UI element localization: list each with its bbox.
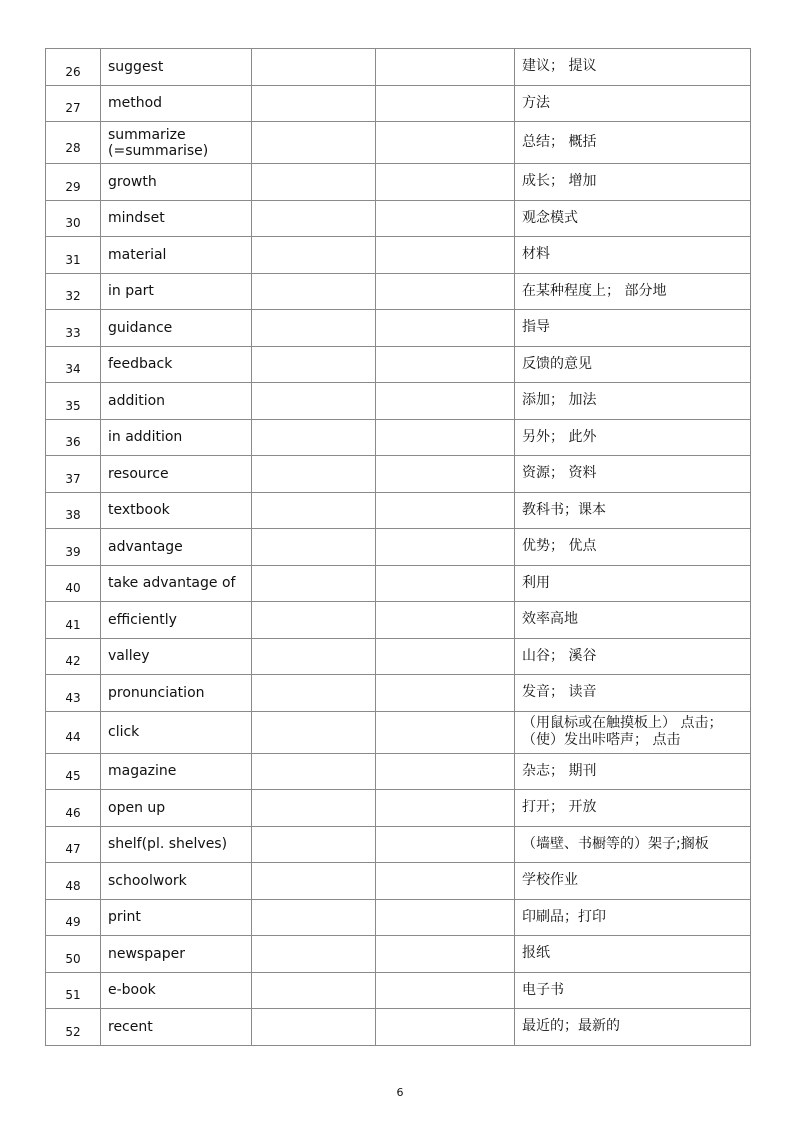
blank-cell bbox=[252, 826, 376, 863]
table-row bbox=[46, 237, 751, 274]
row-number: 43 bbox=[46, 675, 101, 712]
chinese-meaning: 电子书 bbox=[515, 972, 751, 1009]
row-number: 46 bbox=[46, 790, 101, 827]
table-row bbox=[46, 936, 751, 973]
blank-cell bbox=[376, 972, 515, 1009]
row-number: 40 bbox=[46, 565, 101, 602]
blank-cell bbox=[376, 863, 515, 900]
row-number: 47 bbox=[46, 826, 101, 863]
table-row bbox=[46, 310, 751, 347]
blank-cell bbox=[376, 456, 515, 493]
row-number: 50 bbox=[46, 936, 101, 973]
blank-cell bbox=[252, 529, 376, 566]
blank-cell bbox=[376, 237, 515, 274]
row-number: 51 bbox=[46, 972, 101, 1009]
row-number: 36 bbox=[46, 419, 101, 456]
blank-cell bbox=[376, 602, 515, 639]
chinese-meaning: 材料 bbox=[515, 237, 751, 274]
row-number: 44 bbox=[46, 711, 101, 753]
chinese-meaning: 报纸 bbox=[515, 936, 751, 973]
blank-cell bbox=[252, 419, 376, 456]
blank-cell bbox=[376, 492, 515, 529]
chinese-meaning: 资源； 资料 bbox=[515, 456, 751, 493]
blank-cell bbox=[252, 711, 376, 753]
table-row bbox=[46, 753, 751, 790]
row-number: 35 bbox=[46, 383, 101, 420]
row-number: 41 bbox=[46, 602, 101, 639]
chinese-meaning: 优势； 优点 bbox=[515, 529, 751, 566]
table-row bbox=[46, 273, 751, 310]
table-row bbox=[46, 565, 751, 602]
table-row bbox=[46, 346, 751, 383]
table-row bbox=[46, 200, 751, 237]
chinese-meaning: 反馈的意见 bbox=[515, 346, 751, 383]
blank-cell bbox=[376, 273, 515, 310]
row-number: 39 bbox=[46, 529, 101, 566]
blank-cell bbox=[252, 164, 376, 201]
blank-cell bbox=[252, 49, 376, 86]
row-number: 42 bbox=[46, 638, 101, 675]
english-word: shelf(pl. shelves) bbox=[101, 826, 252, 863]
chinese-meaning: 指导 bbox=[515, 310, 751, 347]
table-row bbox=[46, 122, 751, 164]
blank-cell bbox=[376, 936, 515, 973]
chinese-meaning: 在某种程度上； 部分地 bbox=[515, 273, 751, 310]
blank-cell bbox=[376, 122, 515, 164]
blank-cell bbox=[376, 164, 515, 201]
english-word: advantage bbox=[101, 529, 252, 566]
chinese-meaning: 成长； 增加 bbox=[515, 164, 751, 201]
blank-cell bbox=[252, 456, 376, 493]
blank-cell bbox=[376, 565, 515, 602]
table-row bbox=[46, 419, 751, 456]
english-word: in addition bbox=[101, 419, 252, 456]
english-word: summarize (=summarise) bbox=[101, 122, 252, 164]
english-word: take advantage of bbox=[101, 565, 252, 602]
english-word: in part bbox=[101, 273, 252, 310]
blank-cell bbox=[376, 899, 515, 936]
blank-cell bbox=[252, 85, 376, 122]
english-word: method bbox=[101, 85, 252, 122]
blank-cell bbox=[376, 310, 515, 347]
vocabulary-table bbox=[45, 48, 751, 1046]
row-number: 52 bbox=[46, 1009, 101, 1046]
english-word: suggest bbox=[101, 49, 252, 86]
chinese-meaning: 效率高地 bbox=[515, 602, 751, 639]
chinese-meaning: 发音； 读音 bbox=[515, 675, 751, 712]
english-word: guidance bbox=[101, 310, 252, 347]
table-row bbox=[46, 85, 751, 122]
blank-cell bbox=[252, 200, 376, 237]
english-word: efficiently bbox=[101, 602, 252, 639]
blank-cell bbox=[376, 711, 515, 753]
table-row bbox=[46, 383, 751, 420]
table-row bbox=[46, 826, 751, 863]
blank-cell bbox=[376, 85, 515, 122]
blank-cell bbox=[376, 675, 515, 712]
chinese-meaning: 杂志； 期刊 bbox=[515, 753, 751, 790]
table-row bbox=[46, 602, 751, 639]
blank-cell bbox=[376, 419, 515, 456]
blank-cell bbox=[376, 826, 515, 863]
english-word: valley bbox=[101, 638, 252, 675]
row-number: 26 bbox=[46, 49, 101, 86]
chinese-meaning: 山谷； 溪谷 bbox=[515, 638, 751, 675]
table-row bbox=[46, 638, 751, 675]
english-word: growth bbox=[101, 164, 252, 201]
blank-cell bbox=[252, 936, 376, 973]
table-row bbox=[46, 49, 751, 86]
chinese-meaning: 添加； 加法 bbox=[515, 383, 751, 420]
blank-cell bbox=[252, 790, 376, 827]
row-number: 49 bbox=[46, 899, 101, 936]
row-number: 29 bbox=[46, 164, 101, 201]
english-word: click bbox=[101, 711, 252, 753]
table-row bbox=[46, 790, 751, 827]
page-number: 6 bbox=[396, 1086, 404, 1099]
chinese-meaning: 另外； 此外 bbox=[515, 419, 751, 456]
blank-cell bbox=[376, 1009, 515, 1046]
english-word: newspaper bbox=[101, 936, 252, 973]
blank-cell bbox=[252, 1009, 376, 1046]
row-number: 34 bbox=[46, 346, 101, 383]
blank-cell bbox=[252, 346, 376, 383]
row-number: 30 bbox=[46, 200, 101, 237]
blank-cell bbox=[376, 529, 515, 566]
blank-cell bbox=[252, 273, 376, 310]
chinese-meaning: 印刷品；打印 bbox=[515, 899, 751, 936]
blank-cell bbox=[376, 638, 515, 675]
blank-cell bbox=[252, 237, 376, 274]
row-number: 27 bbox=[46, 85, 101, 122]
table-row bbox=[46, 899, 751, 936]
vocabulary-table-body bbox=[46, 49, 751, 1046]
row-number: 28 bbox=[46, 122, 101, 164]
english-word: print bbox=[101, 899, 252, 936]
english-word: material bbox=[101, 237, 252, 274]
row-number: 31 bbox=[46, 237, 101, 274]
blank-cell bbox=[376, 346, 515, 383]
chinese-meaning: 方法 bbox=[515, 85, 751, 122]
table-row bbox=[46, 492, 751, 529]
blank-cell bbox=[252, 122, 376, 164]
english-word: magazine bbox=[101, 753, 252, 790]
blank-cell bbox=[376, 200, 515, 237]
chinese-meaning: 打开； 开放 bbox=[515, 790, 751, 827]
chinese-meaning: 最近的；最新的 bbox=[515, 1009, 751, 1046]
blank-cell bbox=[376, 790, 515, 827]
row-number: 33 bbox=[46, 310, 101, 347]
chinese-meaning: （墙壁、书橱等的）架子;搁板 bbox=[515, 826, 751, 863]
table-row bbox=[46, 675, 751, 712]
blank-cell bbox=[252, 565, 376, 602]
table-row bbox=[46, 529, 751, 566]
english-word: e-book bbox=[101, 972, 252, 1009]
chinese-meaning: 教科书；课本 bbox=[515, 492, 751, 529]
blank-cell bbox=[252, 310, 376, 347]
english-word: textbook bbox=[101, 492, 252, 529]
chinese-meaning: 建议； 提议 bbox=[515, 49, 751, 86]
row-number: 32 bbox=[46, 273, 101, 310]
chinese-meaning: 利用 bbox=[515, 565, 751, 602]
english-word: schoolwork bbox=[101, 863, 252, 900]
table-row bbox=[46, 456, 751, 493]
chinese-meaning: 学校作业 bbox=[515, 863, 751, 900]
blank-cell bbox=[252, 383, 376, 420]
english-word: resource bbox=[101, 456, 252, 493]
blank-cell bbox=[252, 753, 376, 790]
chinese-meaning: 观念模式 bbox=[515, 200, 751, 237]
blank-cell bbox=[252, 602, 376, 639]
blank-cell bbox=[252, 638, 376, 675]
table-row bbox=[46, 1009, 751, 1046]
blank-cell bbox=[376, 753, 515, 790]
blank-cell bbox=[252, 863, 376, 900]
table-row bbox=[46, 711, 751, 753]
table-row bbox=[46, 863, 751, 900]
english-word: recent bbox=[101, 1009, 252, 1046]
table-row bbox=[46, 972, 751, 1009]
english-word: pronunciation bbox=[101, 675, 252, 712]
blank-cell bbox=[376, 49, 515, 86]
row-number: 48 bbox=[46, 863, 101, 900]
blank-cell bbox=[376, 383, 515, 420]
row-number: 38 bbox=[46, 492, 101, 529]
blank-cell bbox=[252, 899, 376, 936]
english-word: addition bbox=[101, 383, 252, 420]
english-word: feedback bbox=[101, 346, 252, 383]
row-number: 37 bbox=[46, 456, 101, 493]
english-word: mindset bbox=[101, 200, 252, 237]
row-number: 45 bbox=[46, 753, 101, 790]
chinese-meaning: （用鼠标或在触摸板上） 点击； （使）发出咔嗒声； 点击 bbox=[515, 711, 751, 753]
blank-cell bbox=[252, 972, 376, 1009]
chinese-meaning: 总结； 概括 bbox=[515, 122, 751, 164]
english-word: open up bbox=[101, 790, 252, 827]
table-row bbox=[46, 164, 751, 201]
blank-cell bbox=[252, 675, 376, 712]
blank-cell bbox=[252, 492, 376, 529]
